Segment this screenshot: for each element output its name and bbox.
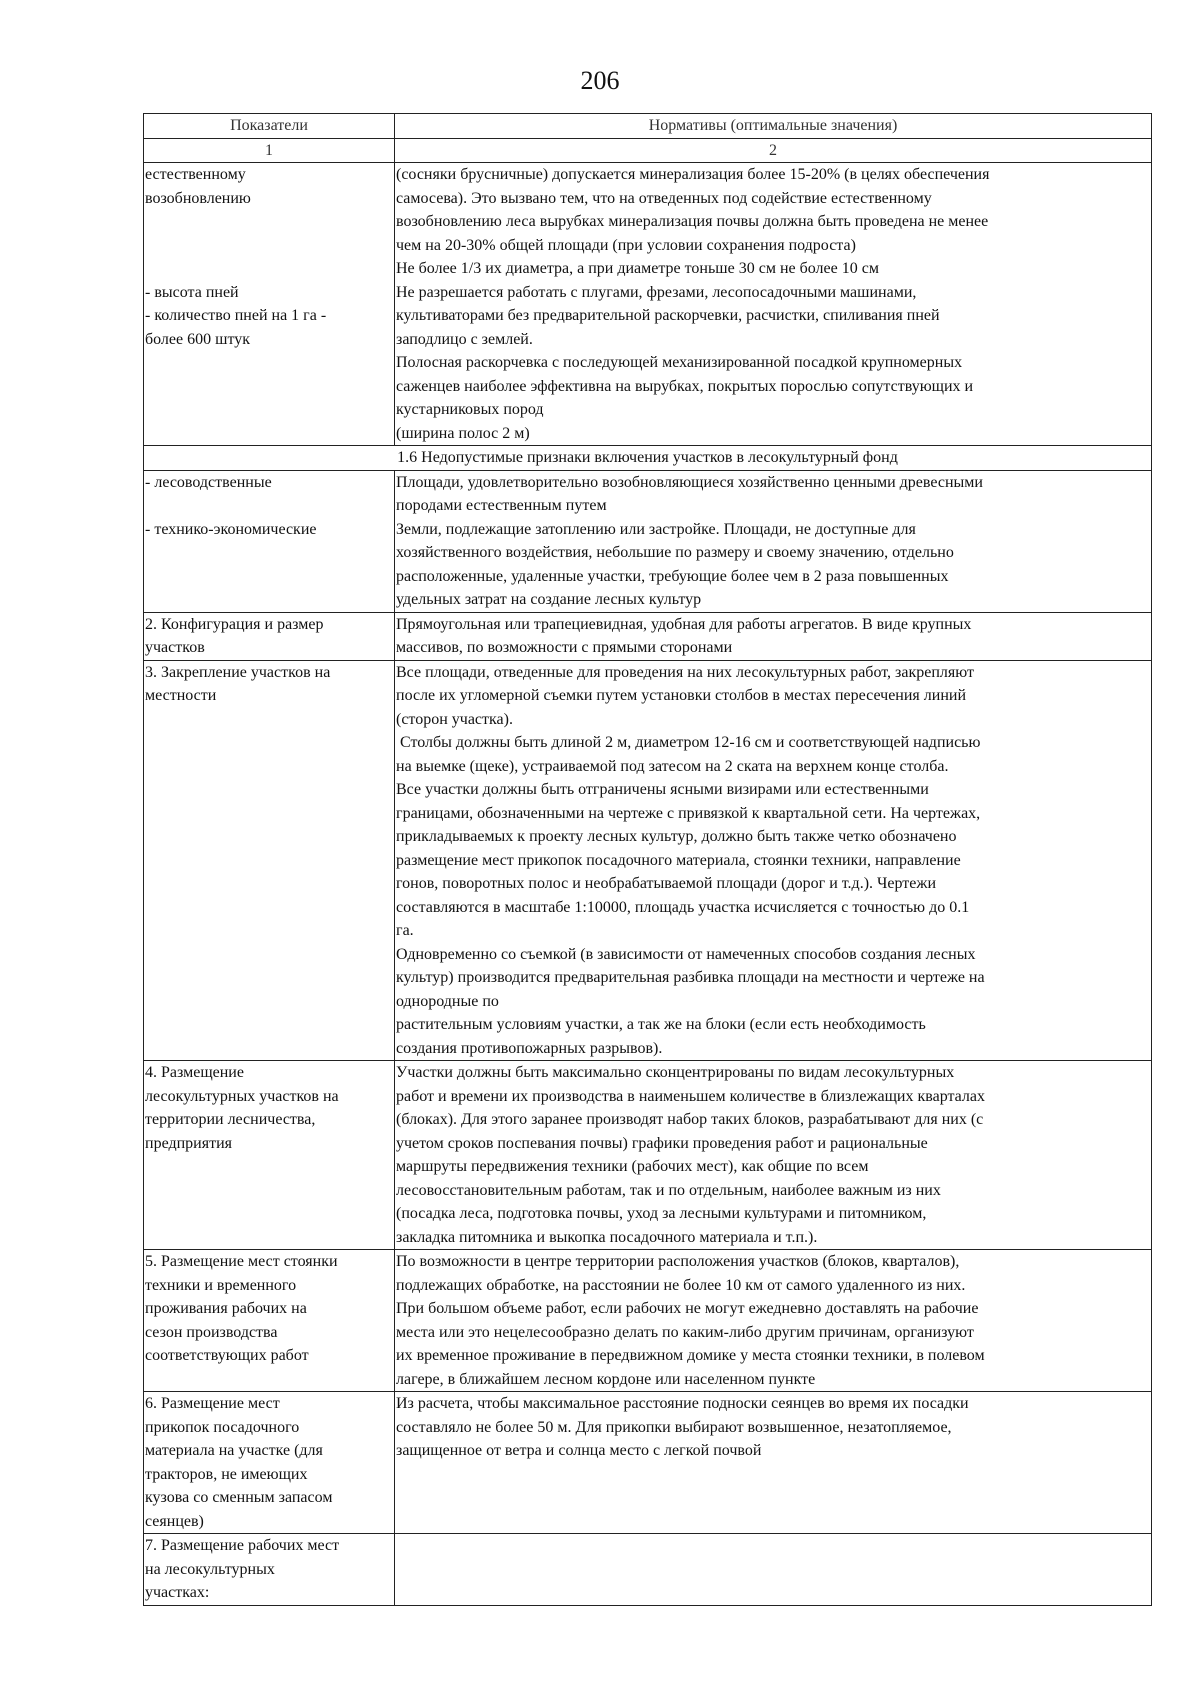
cell-line: растительным условиям участки, а так же на блоки (если есть необходимость — [396, 1016, 926, 1033]
cell-line: - технико-экономические — [145, 520, 317, 538]
cell-line: саженцев наиболее эффективна на вырубках, покрытых порослью сопутствующих и — [396, 377, 974, 395]
table-row — [144, 612, 1152, 660]
cell-line: проживания рабочих на — [145, 1300, 307, 1317]
cell-line: местности — [145, 687, 217, 704]
cell-line: границами, обозначенными на чертеже с привязкой к квартальной сети. На чертежах, — [396, 804, 981, 822]
row-3-norm — [395, 660, 1152, 1061]
cell-line: Полосная раскорчевка с последующей механизированной посадкой крупномерных — [396, 354, 963, 371]
cell-line: Прямоугольная или трапециевидная, удобная для работы агрегатов. В виде крупных — [396, 615, 972, 633]
table-row — [144, 163, 1152, 446]
cell-line: Не более 1/3 их диаметра, а при диаметре тоньше 30 см не более 10 см — [396, 260, 879, 277]
row-3-indicator — [144, 660, 395, 1061]
cell-line: предприятия — [145, 1134, 232, 1152]
cell-line: Площади, удовлетворительно возобновляющиеся хозяйственно ценными древесными — [396, 473, 983, 491]
cell-line: 3. Закрепление участков на — [145, 663, 331, 681]
cell-line: прикладываемых к проекту лесных культур, должно быть также четко обозначено — [396, 828, 957, 845]
cell-line: техники и временного — [145, 1276, 297, 1294]
row-2-indicator — [144, 612, 395, 660]
cell-line: сеянцев) — [145, 1512, 204, 1530]
section-title: 1.6 Недопустимые признаки включения участков в лесокультурный фонд — [144, 446, 1152, 471]
cell-line: Земли, подлежащие затоплению или застройке. Площади, не доступные для — [396, 520, 916, 538]
cell-line: их временное проживание в передвижном домике у места стоянки техники, в полевом — [396, 1347, 985, 1364]
cell-line: участков — [145, 639, 205, 656]
cell-line: территории лесничества, — [145, 1111, 316, 1128]
section-row — [144, 446, 1152, 471]
cell-line: прикопок посадочного — [145, 1418, 300, 1436]
cell-line: работ и времени их производства в наименьшем количестве в близлежащих кварталах — [396, 1087, 985, 1105]
row-b-norm — [395, 470, 1152, 612]
norms-table — [143, 113, 1152, 1606]
cell-line: лесовосстановительным работам, так и по отдельным, наиболее важным из них — [396, 1181, 941, 1199]
row-6-norm — [395, 1392, 1152, 1534]
cell-line: однородные по — [396, 992, 499, 1010]
cell-line: гонов, поворотных полос и необрабатываемой площади (дорог и т.д.). Чертежи — [396, 875, 937, 892]
cell-line: При большом объеме работ, если рабочих не могут ежедневно доставлять на рабочие — [396, 1300, 979, 1317]
cell-line: заподлицо с землей. — [396, 330, 533, 348]
table-column-number-row — [144, 138, 1152, 163]
cell-line: возобновлению — [145, 189, 251, 207]
cell-line: соответствующих работ — [145, 1347, 309, 1364]
cell-line: самосева). Это вызвано тем, что на отведенных под содействие естественному — [396, 189, 932, 207]
cell-line: породами естественным путем — [396, 497, 607, 514]
row-5-norm — [395, 1250, 1152, 1392]
cell-line: сезон производства — [145, 1323, 278, 1341]
cell-line: культиваторами без предварительной раскорчевки, расчистки, спиливания пней — [396, 307, 940, 324]
table-row — [144, 1061, 1152, 1250]
table-row — [144, 660, 1152, 1061]
cell-line: расположенные, удаленные участки, требующие более чем в 2 раза повышенных — [396, 567, 949, 585]
cell-line: закладка питомника и выкопка посадочного материала и т.п.). — [396, 1228, 818, 1246]
row-6-indicator — [144, 1392, 395, 1534]
cell-line: 4. Размещение — [145, 1064, 244, 1081]
cell-line: культур) производится предварительная разбивка площади на местности и чертеже на — [396, 969, 985, 986]
table-row — [144, 470, 1152, 612]
cell-line: Одновременно со съемкой (в зависимости от намеченных способов создания лесных — [396, 945, 976, 963]
row-2-norm — [395, 612, 1152, 660]
table-header-row — [144, 114, 1152, 139]
cell-line: чем на 20-30% общей площади (при условии сохранения подроста) — [396, 236, 856, 254]
cell-line: создания противопожарных разрывов). — [396, 1039, 663, 1057]
cell-line: кустарниковых пород — [396, 401, 544, 418]
cell-line: маршруты передвижения техники (рабочих мест), как общие по всем — [396, 1158, 869, 1175]
cell-line: кузова со сменным запасом — [145, 1489, 333, 1506]
cell-line: Не разрешается работать с плугами, фрезами, лесопосадочными машинами, — [396, 283, 917, 301]
cell-line: участках: — [145, 1584, 210, 1601]
cell-line: на выемке (щеке), устраиваемой под затесом на 2 ската на верхнем конце столба. — [396, 757, 949, 775]
cell-line: тракторов, не имеющих — [145, 1465, 308, 1483]
cell-line: массивов, по возможности с прямыми сторонами — [396, 639, 733, 656]
column-header-norms: Нормативы (оптимальные значения) — [395, 114, 1152, 139]
row-a-indicator — [144, 163, 395, 446]
table-row — [144, 1250, 1152, 1392]
cell-line: лагере, в ближайшем лесном кордоне или населенном пункте — [396, 1370, 816, 1388]
column-number-1: 1 — [144, 138, 395, 163]
cell-line: хозяйственного воздействия, небольшие по размеру и своему значению, отдельно — [396, 544, 954, 561]
row-7-indicator — [144, 1534, 395, 1606]
cell-line: материала на участке (для — [145, 1442, 323, 1459]
cell-line: подлежащих обработке, на расстоянии не более 10 км от самого удаленного из них. — [396, 1276, 966, 1294]
cell-line: га. — [396, 922, 414, 939]
table-row — [144, 1392, 1152, 1534]
cell-line: места или это нецелесообразно делать по каким-либо другим причинам, организуют — [396, 1323, 974, 1341]
column-header-indicators: Показатели — [144, 114, 395, 139]
cell-line: составляются в масштабе 1:10000, площадь участка исчисляется с точностью до 0.1 — [396, 898, 970, 916]
cell-line: (сосняки брусничные) допускается минерализация более 15-20% (в целях обеспечения — [396, 166, 990, 183]
cell-line: По возможности в центре территории расположения участков (блоков, кварталов), — [396, 1253, 960, 1270]
cell-line: возобновлению леса вырубках минерализация почвы должна быть проведена не менее — [396, 213, 989, 230]
cell-line: Участки должны быть максимально сконцентрированы по видам лесокультурных — [396, 1064, 955, 1081]
cell-line: размещение мест прикопок посадочного материала, стоянки техники, направление — [396, 851, 961, 869]
cell-line: составляло не более 50 м. Для прикопки выбирают возвышенное, незатопляемое, — [396, 1418, 952, 1436]
cell-line: (сторон участка). — [396, 710, 513, 728]
cell-line: удельных затрат на создание лесных культур — [396, 591, 702, 608]
row-5-indicator — [144, 1250, 395, 1392]
cell-line: - высота пней — [145, 283, 239, 301]
cell-line: 5. Размещение мест стоянки — [145, 1253, 338, 1270]
cell-line: учетом сроков поспевания почвы) графики проведения работ и рациональные — [396, 1134, 928, 1152]
cell-line: Столбы должны быть длиной 2 м, диаметром 12-16 см и соответствующей надписью — [396, 734, 981, 751]
row-a-norm — [395, 163, 1152, 446]
cell-line: более 600 штук — [145, 330, 250, 348]
page-number: 206 — [580, 66, 620, 95]
cell-line: защищенное от ветра и солнца место с легкой почвой — [396, 1442, 762, 1459]
cell-line: - количество пней на 1 га - — [145, 307, 327, 324]
cell-line: (блоках). Для этого заранее производят набор таких блоков, разрабатывают для них (с — [396, 1111, 984, 1128]
cell-line: лесокультурных участков на — [145, 1087, 339, 1105]
cell-line: Все площади, отведенные для проведения на них лесокультурных работ, закрепляют — [396, 663, 974, 681]
cell-line: - лесоводственные — [145, 473, 272, 491]
table-row — [144, 1534, 1152, 1606]
cell-line: Из расчета, чтобы максимальное расстояние поднoски сеянцев во время их посадки — [396, 1395, 969, 1412]
cell-line: на лесокультурных — [145, 1560, 275, 1578]
row-4-norm — [395, 1061, 1152, 1250]
cell-line: 2. Конфигурация и размер — [145, 615, 324, 633]
column-number-2: 2 — [395, 138, 1152, 163]
cell-line: естественному — [145, 166, 246, 183]
cell-line: (посадка леса, подготовка почвы, уход за лесными культурами и питомником, — [396, 1205, 927, 1222]
cell-line: после их угломерной съемки путем установки столбов в местах пересечения линий — [396, 687, 967, 704]
row-4-indicator — [144, 1061, 395, 1250]
cell-line: 6. Размещение мест — [145, 1395, 280, 1412]
row-b-indicator — [144, 470, 395, 612]
cell-line: (ширина полос 2 м) — [396, 424, 530, 442]
cell-line: Все участки должны быть отграничены ясными визирами или естественными — [396, 781, 929, 798]
cell-line: 7. Размещение рабочих мест — [145, 1537, 340, 1554]
row-7-norm — [395, 1534, 1152, 1606]
